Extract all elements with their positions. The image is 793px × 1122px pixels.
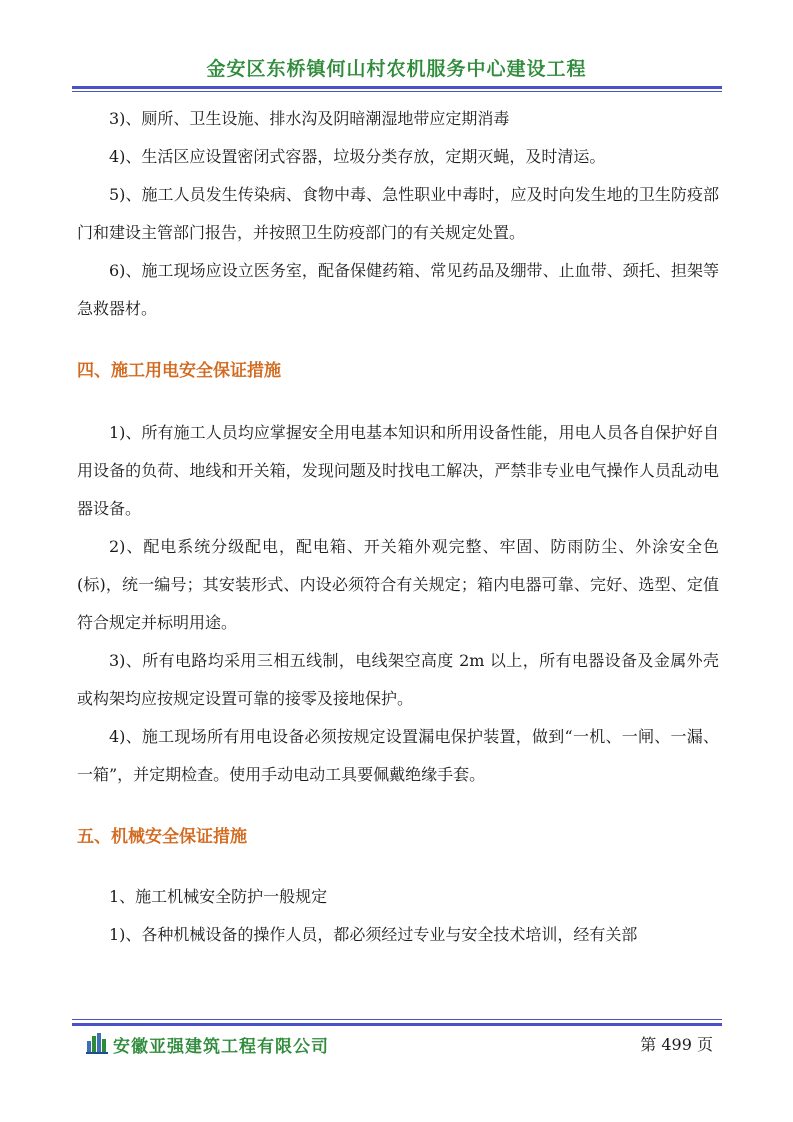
paragraph: 1)、各种机械设备的操作人员，都必须经过专业与安全技术培训，经有关部	[109, 925, 638, 944]
paragraph: 3)、厕所、卫生设施、排水沟及阴暗潮湿地带应定期消毒	[109, 109, 510, 128]
footer-rule-thick	[72, 1023, 722, 1026]
paragraph: 1)、所有施工人员均应掌握安全用电基本知识和所用设备性能，用电人员各自保护好自用设备的负荷、地线和开关箱，发现问题及时找电工解决，严禁非专业电气操作人员乱动电器设备。	[77, 423, 719, 518]
section-heading-5: 五、机械安全保证措施	[77, 827, 247, 847]
building-logo-icon	[86, 1032, 108, 1054]
paragraph: 5)、施工人员发生传染病、食物中毒、急性职业中毒时，应及时向发生地的卫生防疫部门和建设主管部门报告，并按照卫生防疫部门的有关规定处置。	[77, 185, 719, 242]
footer-rule-thin	[72, 1019, 722, 1020]
paragraph: 4)、生活区应设置密闭式容器，垃圾分类存放，定期灭蝇，及时清运。	[109, 147, 606, 166]
paragraph: 6)、施工现场应设立医务室，配备保健药箱、常见药品及绷带、止血带、颈托、担架等急救器材。	[77, 261, 719, 318]
page-number: 第 499 页	[640, 1035, 713, 1054]
section-heading-4: 四、施工用电安全保证措施	[77, 361, 281, 381]
footer-company-name: 安徽亚强建筑工程有限公司	[113, 1037, 329, 1057]
paragraph: 1、施工机械安全防护一般规定	[109, 887, 328, 906]
paragraph: 4)、施工现场所有用电设备必须按规定设置漏电保护装置，做到“一机、一闸、一漏、一箱”，并定期检查。使用手动电动工具要佩戴绝缘手套。	[77, 727, 719, 784]
header-rule-thin	[72, 91, 722, 92]
header-rule-thick	[72, 86, 722, 89]
document-body	[77, 100, 719, 954]
header-title: 金安区东桥镇何山村农机服务中心建设工程	[206, 58, 587, 80]
paragraph: 3)、所有电路均采用三相五线制，电线架空高度 2m 以上，所有电器设备及金属外壳或构架均应按规定设置可靠的接零及接地保护。	[77, 651, 719, 708]
paragraph: 2)、配电系统分级配电，配电箱、开关箱外观完整、牢固、防雨防尘、外涂安全色(标)，统一编号；其安装形式、内设必须符合有关规定；箱内电器可靠、完好、选型、定值符合规定并标明用途。	[77, 537, 719, 632]
